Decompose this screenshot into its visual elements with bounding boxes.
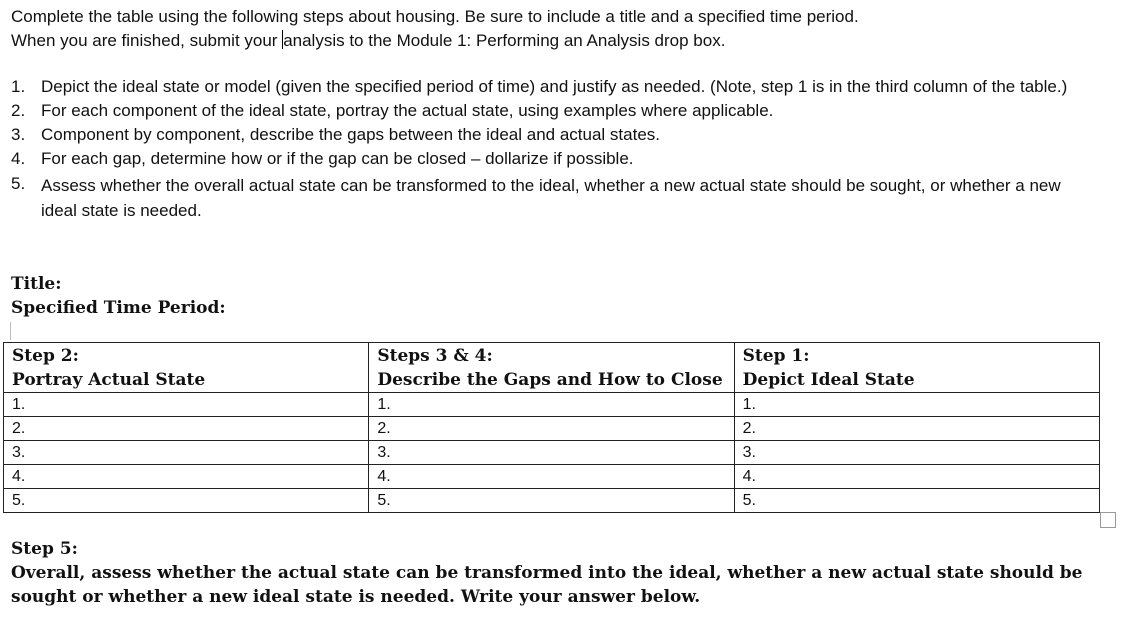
list-item-number: 3. (11, 125, 26, 144)
title-label: Title: (11, 274, 62, 294)
intro-line-2[interactable] (11, 29, 859, 53)
header-label: Depict Ideal State (742, 370, 915, 390)
table-cell[interactable]: 2. (734, 417, 1099, 441)
margin-marker (10, 322, 11, 340)
table-row (4, 489, 1100, 513)
intro-line-2-end: analysis to the Module 1: Performing an Analysis drop box. (283, 31, 726, 50)
instructions-intro (11, 5, 859, 53)
table-cell[interactable]: 1. (734, 393, 1099, 417)
table-cell[interactable]: 3. (4, 441, 369, 465)
steps-list (11, 75, 1101, 223)
header-step: Steps 3 & 4: (377, 346, 493, 366)
list-item-text: Depict the ideal state or model (given the specified period of time) and justify as needed. (Note, step 1 is in the third column of the table.) (41, 77, 1068, 96)
list-item (11, 99, 1101, 123)
table-row (4, 393, 1100, 417)
step5-block (11, 537, 1101, 609)
table-cell[interactable]: 4. (369, 465, 734, 489)
list-item (11, 171, 1101, 223)
header-actual-state[interactable] (4, 343, 369, 393)
title-block (11, 272, 226, 320)
list-item-text: For each gap, determine how or if the gap can be closed – dollarize if possible. (41, 149, 634, 168)
table-cell[interactable]: 4. (734, 465, 1099, 489)
header-label: Portray Actual State (12, 370, 206, 390)
list-item-number: 4. (11, 149, 26, 168)
intro-line-1: Complete the table using the following steps about housing. Be sure to include a title and a specified time period. (11, 7, 859, 26)
list-item-number: 1. (11, 77, 26, 96)
table-cell[interactable]: 2. (369, 417, 734, 441)
list-item (11, 75, 1101, 99)
list-item-text: Assess whether the overall actual state can be transformed to the ideal, whether a new actual state should be sought, or whether a new ideal state is needed. (41, 176, 1061, 220)
list-item-number: 5. (11, 174, 26, 193)
intro-line-2-start: When you are finished, submit your (11, 31, 283, 50)
table-header-row (4, 343, 1100, 393)
table-cell[interactable]: 5. (734, 489, 1099, 513)
table-cell[interactable]: 4. (4, 465, 369, 489)
table-row (4, 441, 1100, 465)
analysis-table (3, 342, 1100, 513)
header-label: Describe the Gaps and How to Close (377, 370, 723, 390)
table-cell[interactable]: 3. (369, 441, 734, 465)
table-resize-handle[interactable] (1100, 512, 1116, 528)
header-step: Step 1: (742, 346, 810, 366)
list-item (11, 147, 1101, 171)
step5-heading: Step 5: (11, 539, 78, 559)
header-gaps[interactable] (369, 343, 734, 393)
table-row (4, 465, 1100, 489)
list-item-number: 2. (11, 101, 26, 120)
table-cell[interactable]: 5. (369, 489, 734, 513)
header-step: Step 2: (12, 346, 79, 366)
time-period-label: Specified Time Period: (11, 298, 226, 318)
table-cell[interactable]: 3. (734, 441, 1099, 465)
header-ideal-state[interactable] (734, 343, 1099, 393)
list-item (11, 123, 1101, 147)
table-cell[interactable]: 1. (369, 393, 734, 417)
list-item-text: For each component of the ideal state, portray the actual state, using examples where applicable. (41, 101, 774, 120)
list-item-text: Component by component, describe the gaps between the ideal and actual states. (41, 125, 661, 144)
table-row (4, 417, 1100, 441)
table-cell[interactable]: 5. (4, 489, 369, 513)
table-cell[interactable]: 1. (4, 393, 369, 417)
step5-text: Overall, assess whether the actual state can be transformed into the ideal, whether a new actual state should be sought or whether a new ideal state is needed. Write your answer below. (11, 563, 1083, 607)
table-cell[interactable]: 2. (4, 417, 369, 441)
